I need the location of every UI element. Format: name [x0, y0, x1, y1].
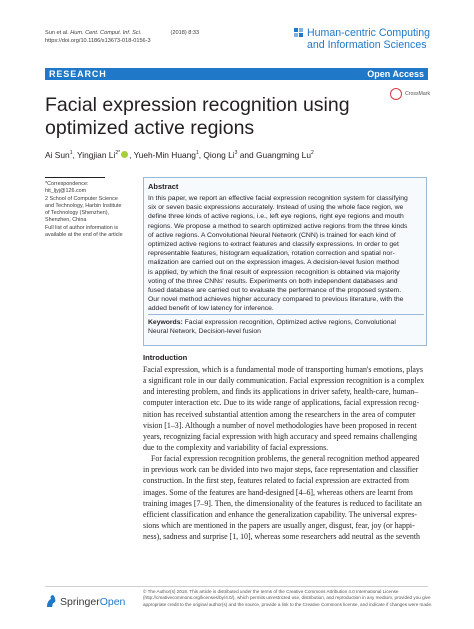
running-header [45, 30, 199, 45]
abstract-line: of active regions. A Convolutional Neural Network (CNN) is trained for each kind of [148, 231, 396, 239]
author-affiliation-mark: 1 [195, 150, 199, 157]
author-conjunction: and [239, 150, 254, 160]
keywords [148, 314, 424, 336]
citation-year: (2018) 8:33 [170, 30, 200, 36]
intro-line: and interesting problem, and finds its applications in driver safety, health-care, human– [143, 387, 419, 397]
intro-line: in previous work can be divided into two major steps, face representation and classifier [143, 465, 419, 475]
crossmark-icon [390, 88, 402, 100]
license-text: © The Author(s) 2018. This article is distributed under the terms of the Creative Commons Attribution 4.0 International License (http://creativecommons.org/licenses/by/4.0/), which permits unrestricted use, distribution, and reproduction in any medium, provided you give appropriate credit to the original author(s) and the source, provide a link to the Creative Commons license, and indicate if changes were made. [143, 589, 433, 607]
keywords-text: Neural Network, Decision-level fusion [148, 328, 261, 336]
abstract-line: In this paper, we report an effective facial expression recognition system for classifying [148, 195, 408, 202]
author-name[interactable]: Yueh-Min Huang [133, 150, 196, 160]
intro-line: ness), sadness and surprise [1, 10], whereas some researchers add neutral as the seventh [143, 532, 420, 542]
abstract-line: added benefit of low latency for inference. [148, 305, 274, 313]
author-affiliation-mark: 3 [234, 150, 238, 157]
citation-journal: Hum. Cent. Comput. Inf. Sci. [70, 30, 142, 36]
keywords-label: Keywords: [148, 319, 183, 326]
section-heading: Introduction [143, 353, 188, 362]
note-rule [45, 177, 105, 178]
journal-logo-icon [294, 28, 304, 40]
intro-line: sions which are mentioned in the papers are usually anger, disgust, fear, joy (or happi- [143, 520, 415, 530]
intro-body [143, 364, 427, 542]
intro-line: efficient classification and enhance the generalization capability. The universal expres- [143, 509, 417, 519]
article-title: Facial expression recognition using optimized active regions [45, 94, 350, 139]
abstract-line: regions. We propose a method to search optimized active regions from the three kinds [148, 222, 408, 230]
abstract-line: Our novel method achieves higher accuracy compared to previous literature, with the [148, 296, 404, 304]
intro-line: training images [7–9]. Then, the dimensionality of the features is reduced to facilitate an [143, 498, 422, 508]
intro-line: due to the complexity and variability of facial expressions. [143, 442, 329, 452]
author-name[interactable]: Yingjian Li [76, 150, 116, 160]
intro-line: nition has received substantial attention among the researchers in the area of computer [143, 409, 416, 419]
abstract-line: fused database are carried out to evaluate the performance of the proposed system. [148, 287, 402, 295]
crossmark-button[interactable] [390, 88, 436, 102]
author-affiliation-mark: 1 [69, 150, 73, 157]
author-affiliation-mark: 2* [115, 150, 121, 157]
intro-line: vision [1–3]. Although a number of novel methodologies have been proposed in recent [143, 420, 417, 430]
author-name[interactable]: Ai Sun [45, 150, 70, 160]
intro-line: images. Some of the features are hand-designed [4–6], whereas others are learnt from [143, 487, 413, 497]
correspondence-note [45, 177, 125, 239]
author-name[interactable]: Qiong Li [203, 150, 235, 160]
article-type-band [45, 68, 428, 80]
author-name[interactable]: Guangming Lu [256, 150, 311, 160]
abstract-line: define three kinds of active regions, i.e., left eye regions, right eye regions and mouth [148, 213, 404, 221]
doi-link[interactable]: https://doi.org/10.1186/s13673-018-0156-3 [45, 37, 151, 44]
correspondence-label: *Correspondence: [45, 181, 89, 187]
crossmark-label: CrossMark [405, 91, 431, 97]
abstract-line: voting of the three CNNs' results. Experiments on both independent databases and [148, 277, 398, 285]
abstract-line: optimized active regions to extract features and classify expressions. In order to get [148, 241, 399, 249]
intro-line: years, recognizing facial expression with high accuracy and speed remains challenging [143, 431, 418, 441]
publisher-name [60, 596, 125, 608]
correspondence-email[interactable]: hit_ljyj@126.com [45, 188, 87, 195]
abstract-line: is applied, by which the final result of expression recognition is obtained via majority [148, 268, 400, 276]
intro-line: For facial expression recognition problems, the general recognition method appeared [151, 454, 420, 464]
author-list: Ai Sun$^1$, Yingjian $Li^{2*}$ , Yueh-Min Huang$^1$, Qiong Li$^3$ and Guangming Lu$^2$ [45, 150, 314, 160]
citation-authors: Sun et al. [45, 30, 69, 36]
abstract-body [148, 194, 424, 314]
publisher-logo [45, 594, 140, 610]
abstract-line: six or seven basic expressions accurately. Instead of using the whole face region, we [148, 204, 404, 212]
publisher-name-part2: Open [99, 596, 126, 608]
intro-line: computer interaction etc. Due to its wide range of applications, facial expression recog- [143, 398, 420, 408]
abstract-line: representable features, histogram equalization, rotation correction and spatial nor- [148, 250, 395, 258]
journal-title [307, 27, 430, 51]
abstract-heading: Abstract [148, 182, 179, 191]
citation-line [45, 30, 199, 38]
intro-line: construction. In the first step, features related to facial expression are extracted from [143, 476, 409, 486]
publisher-name-part1: Springer [60, 596, 100, 608]
open-access-label: Open Access [367, 69, 424, 79]
journal-title-line1: Human-centric Computing [307, 27, 431, 39]
abstract-box [143, 177, 427, 346]
abstract-line: malization are carried out on the expression images. A decision-level fusion method [148, 259, 399, 267]
keywords-text: Facial expression recognition, Optimized active regions, Convolutional [184, 319, 396, 326]
springer-horse-icon [45, 594, 57, 608]
orcid-icon[interactable] [121, 151, 128, 158]
author-info-note: Full list of author information is available at the end of the article [45, 224, 123, 239]
article-type-label: RESEARCH [49, 69, 107, 79]
affiliation-text: 2 School of Computer Science and Technology, Harbin Institute of Technology (Shenzhen), Shenzhen, China [45, 195, 122, 224]
footer-rule [45, 586, 428, 587]
intro-line: a significant role in our daily communication. Facial expression recognition is a complex [143, 376, 425, 386]
journal-title-line2: and Information Sciences [307, 39, 427, 51]
intro-line: Facial expression, which is a fundamental mode of transporting human's emotions, plays [143, 365, 423, 374]
author-affiliation-mark: 2 [310, 150, 314, 157]
